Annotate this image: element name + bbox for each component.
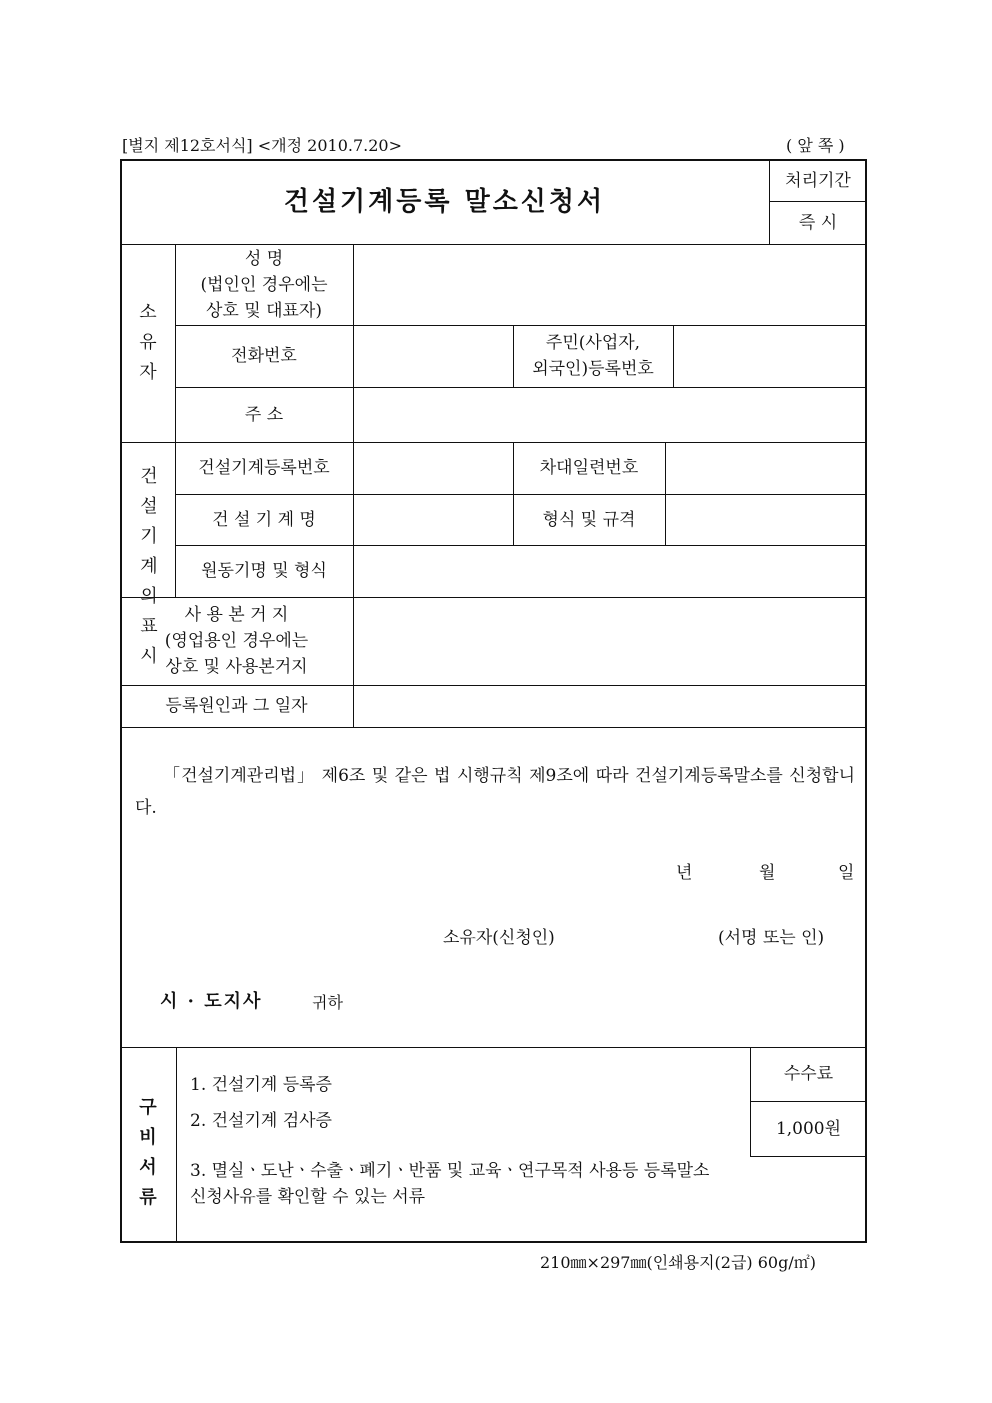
base-location-label: 사 용 본 거 지 (영업용인 경우에는 상호 및 사용본거지 — [164, 605, 309, 677]
form-title: 건설기계등록 말소신청서 — [283, 187, 606, 217]
model-spec-field[interactable] — [666, 495, 866, 544]
chassis-number-label: 차대일련번호 — [539, 458, 639, 478]
signature-label: (서명 또는 인) — [718, 928, 825, 948]
fee-value: 1,000원 — [775, 1118, 842, 1139]
document-item: 1. 건설기계 등록증 — [190, 1075, 332, 1095]
processing-period-value: 즉 시 — [798, 212, 838, 233]
engine-label: 원동기명 및 형식 — [201, 561, 327, 581]
machine-name-label: 건 설 기 계 명 — [212, 509, 316, 530]
recipient-suffix: 귀하 — [312, 993, 343, 1012]
divider — [176, 1047, 177, 1243]
deregistration-reason-label: 등록원인과 그 일자 — [165, 696, 308, 716]
registration-number-field[interactable] — [354, 443, 512, 493]
day-label: 일 — [838, 863, 855, 883]
machine-section-label: 건설기계의표시 — [140, 466, 158, 667]
year-label: 년 — [676, 863, 693, 883]
divider — [120, 727, 867, 728]
address-field[interactable] — [354, 388, 866, 441]
processing-period-label: 처리기간 — [785, 170, 851, 191]
owner-name-label: 성 명 (법인인 경우에는 상호 및 대표자) — [200, 248, 328, 321]
month-label: 월 — [759, 863, 776, 883]
owner-section-label: 소유자 — [139, 302, 157, 383]
registration-number-label: 건설기계등록번호 — [198, 458, 330, 478]
phone-field[interactable] — [354, 326, 512, 386]
documents-section-label: 구비서류 — [139, 1097, 157, 1208]
resident-number-field[interactable] — [674, 326, 866, 386]
model-spec-label: 형식 및 규격 — [542, 509, 636, 530]
page-side-label: ( 앞 쪽 ) — [786, 136, 845, 155]
recipient-name: 시 · 도지사 — [160, 991, 263, 1012]
phone-label: 전화번호 — [231, 346, 297, 366]
chassis-number-field[interactable] — [666, 443, 866, 493]
address-label: 주 소 — [244, 404, 284, 425]
deregistration-reason-field[interactable] — [354, 686, 866, 726]
owner-name-field[interactable] — [354, 245, 866, 324]
fee-label: 수수료 — [783, 1064, 834, 1084]
document-item: 3. 멸실ㆍ도난ㆍ수출ㆍ폐기ㆍ반품 및 교육ㆍ연구목적 사용등 등록말소 신청사유를 확인할 수 있는 서류 — [190, 1161, 710, 1207]
application-statement: 「건설기계관리법」 제6조 및 같은 법 시행규칙 제9조에 따라 건설기계등록말소를 신청합니다. — [135, 766, 855, 818]
base-location-field[interactable] — [354, 598, 866, 684]
divider — [750, 1156, 867, 1157]
document-item: 2. 건설기계 검사증 — [190, 1111, 332, 1131]
engine-field[interactable] — [354, 546, 866, 596]
machine-name-field[interactable] — [354, 495, 512, 544]
applicant-label: 소유자(신청인) — [443, 928, 555, 948]
form-reference: [별지 제12호서식] <개정 2010.7.20> — [122, 136, 402, 155]
paper-spec-footer: 210㎜×297㎜(인쇄용지(2급) 60g/㎡) — [540, 1253, 816, 1272]
resident-number-label: 주민(사업자, 외국인)등록번호 — [532, 333, 654, 379]
